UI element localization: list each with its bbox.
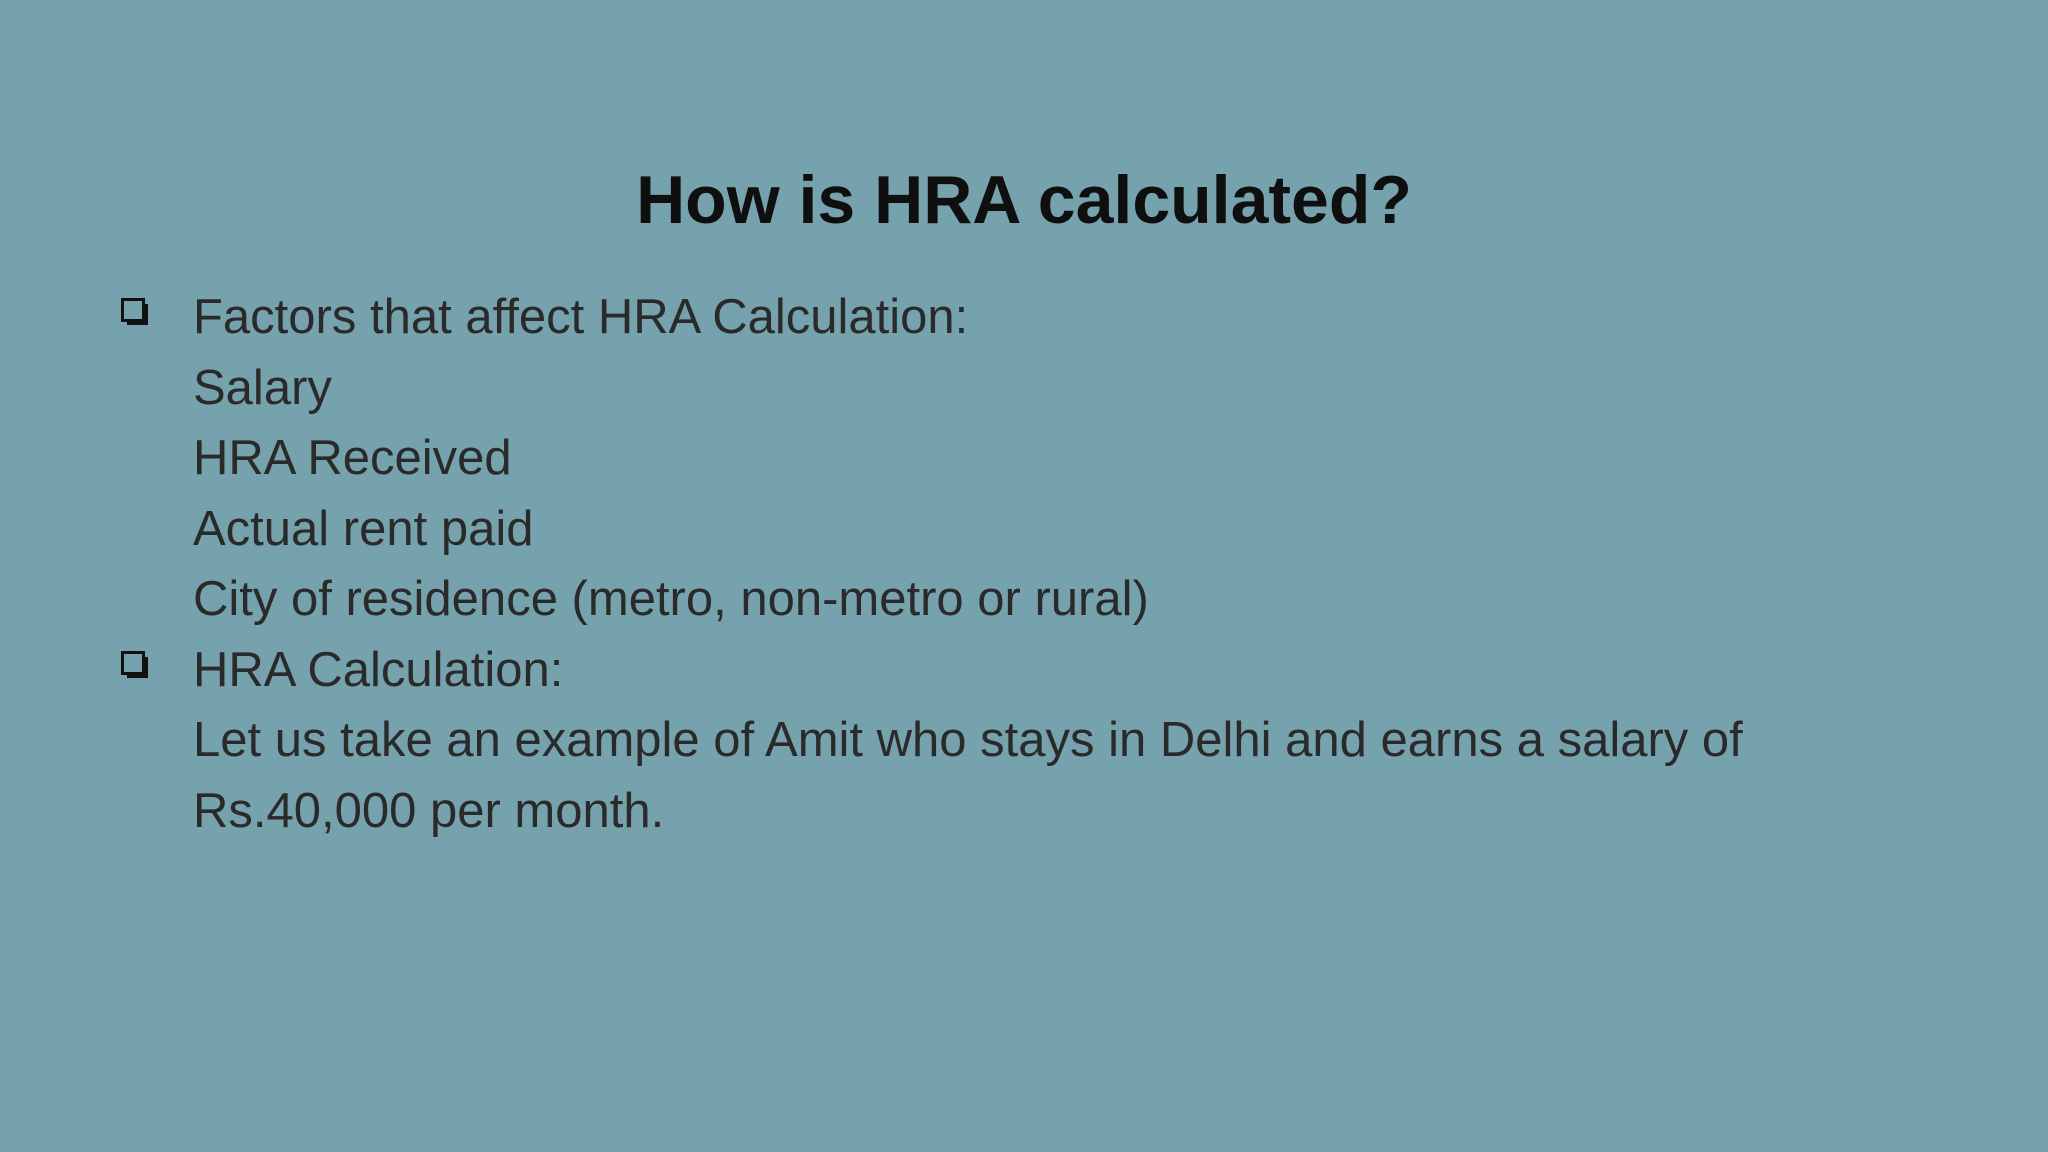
factor-line: HRA Received [193,431,512,485]
bullet-heading: HRA Calculation: [193,642,564,697]
example-line: Let us take an example of Amit who stays in Delhi and earns a salary of [193,713,1743,767]
example-line: Rs.40,000 per month. [193,783,665,838]
bullet-heading: Factors that affect HRA Calculation: [193,290,969,344]
checkbox-bullet-icon [121,651,149,679]
bullet-item-factors [118,282,1998,635]
checkbox-bullet-icon [121,298,149,326]
bullet-item-calculation [118,635,1998,847]
factor-line: Salary [193,360,332,415]
bullet-list [118,282,1998,846]
slide-title: How is HRA calculated? [636,162,1412,238]
factor-line: City of residence (metro, non-metro or rural) [193,572,1149,626]
factor-line: Actual rent paid [193,501,534,556]
